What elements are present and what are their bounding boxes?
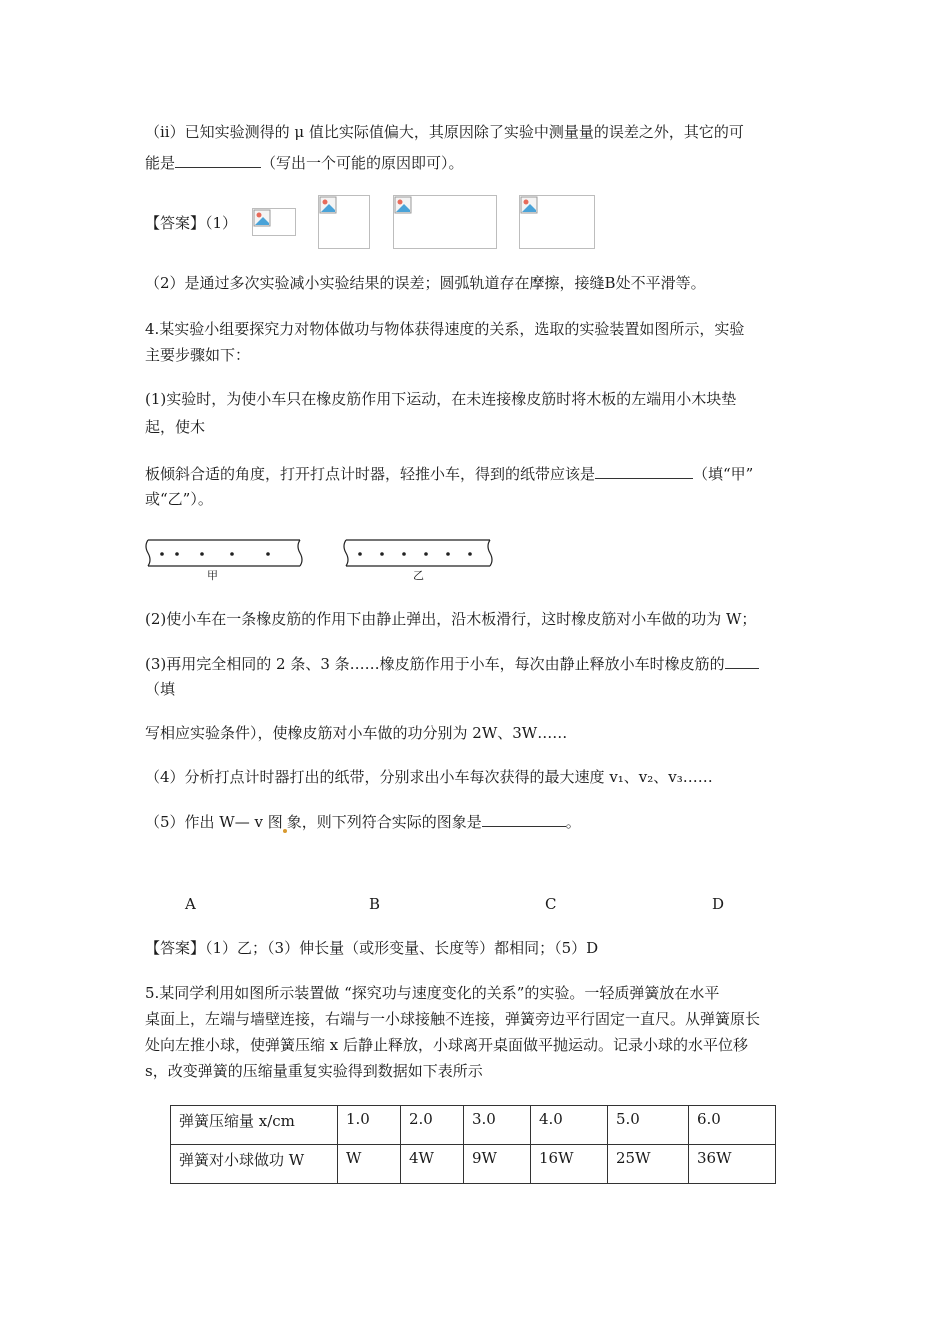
answer-part-1: （1） <box>205 214 238 232</box>
table-cell: 弹簧压缩量 x/cm <box>171 1106 338 1145</box>
broken-image-icon <box>520 196 538 214</box>
table-cell: 9W <box>464 1145 531 1184</box>
table-cell: 6.0 <box>689 1106 776 1145</box>
answer-blank <box>725 652 759 669</box>
q3-ii-line2 <box>145 151 464 174</box>
table-cell: 1.0 <box>338 1106 401 1145</box>
broken-image-icon <box>394 196 412 214</box>
q5-line1: 5.某同学利用如图所示装置做 “探究功与速度变化的关系”的实验。一轻质弹簧放在水平 <box>145 984 720 1002</box>
q4-step5-prefix: （5）作出 W— v 图 <box>145 813 283 831</box>
q4-step4: （4）分析打点计时器打出的纸带，分别求出小车每次获得的最大速度 v₁、v₂、v₃…… <box>145 768 713 786</box>
table-cell: 16W <box>531 1145 608 1184</box>
answer-blank <box>175 151 261 168</box>
tape-jia-figure <box>144 536 304 570</box>
broken-image-icon <box>319 196 337 214</box>
broken-image-icon <box>253 209 271 227</box>
q4-answer: 【答案】（1）乙；（3）伸长量（或形变量、长度等）都相同；（5）D <box>145 939 599 957</box>
q4-step1-line3-prefix: 板倾斜合适的角度，打开打点计时器，轻推小车，得到的纸带应该是 <box>145 465 596 483</box>
table-cell: 25W <box>608 1145 689 1184</box>
q4-step1-line3-suffix: （填“甲” <box>693 465 754 483</box>
broken-image-2 <box>318 195 370 249</box>
q3-ii-prefix: 能是 <box>145 154 176 172</box>
q5-line3: 处向左推小球，使弹簧压缩 x 后静止释放，小球离开桌面做平抛运动。记录小球的水平位移 <box>145 1036 748 1054</box>
q3-ii-suffix: （写出一个可能的原因即可）。 <box>261 154 464 172</box>
option-a: A <box>185 895 196 913</box>
answer-label: 【答案】 <box>145 214 206 232</box>
q5-line4: s，改变弹簧的压缩量重复实验得到数据如下表所示 <box>145 1062 483 1080</box>
q4-step5-suffix: 。 <box>565 813 581 831</box>
q4-step1-line3 <box>145 462 753 485</box>
option-d: D <box>712 895 725 913</box>
table-cell: 弹簧对小球做功 W <box>171 1145 338 1184</box>
table-cell: 4W <box>401 1145 464 1184</box>
q4-step3-line3: 写相应实验条件），使橡皮筋对小车做的功分别为 2W、3W…… <box>145 724 568 742</box>
q4-step3-line1 <box>145 652 759 675</box>
table-cell: 5.0 <box>608 1106 689 1145</box>
answer-blank <box>482 810 566 827</box>
q4-step3-line1-prefix: (3)再用完全相同的 2 条、3 条……橡皮筋作用于小车，每次由静止释放小车时橡皮筋的 <box>145 655 725 673</box>
q4-step5 <box>145 810 581 833</box>
q4-step1-line4: 或“乙”）。 <box>145 490 213 508</box>
tape-yi-label: 乙 <box>413 569 424 582</box>
q4-intro-line2: 主要步骤如下： <box>145 346 251 364</box>
option-b: B <box>369 895 381 913</box>
option-c: C <box>545 895 557 913</box>
table-cell: W <box>338 1145 401 1184</box>
broken-image-1 <box>252 208 296 236</box>
q4-step1-line1: (1)实验时，为使小车只在橡皮筋作用下运动，在未连接橡皮筋时将木板的左端用小木块垫 <box>145 390 737 408</box>
answer-2-line: （2）是通过多次实验减小实验结果的误差；圆弧轨道存在摩擦，接缝B处不平滑等。 <box>145 274 706 292</box>
q4-step5-mid: 象，则下列符合实际的图象是 <box>286 813 482 831</box>
table-cell: 4.0 <box>531 1106 608 1145</box>
data-table <box>170 1105 776 1184</box>
q4-intro-line1: 4.某实验小组要探究力对物体做功与物体获得速度的关系，选取的实验装置如图所示，实验 <box>145 320 745 338</box>
table-row <box>171 1106 776 1145</box>
table-cell: 36W <box>689 1145 776 1184</box>
q5-line2: 桌面上，左端与墙壁连接，右端与一小球接触不连接，弹簧旁边平行固定一直尺。从弹簧原长 <box>145 1010 761 1028</box>
answer-blank <box>595 462 693 479</box>
table-cell: 2.0 <box>401 1106 464 1145</box>
tape-yi-figure <box>342 536 494 570</box>
q4-step3-line2: （填 <box>145 680 176 698</box>
tape-jia-label: 甲 <box>207 569 218 582</box>
table-cell: 3.0 <box>464 1106 531 1145</box>
answer-1-line <box>145 212 237 234</box>
q4-step1-line2: 起，使木 <box>145 418 206 436</box>
q4-step2: (2)使小车在一条橡皮筋的作用下由静止弹出，沿木板滑行，这时橡皮筋对小车做的功为 W； <box>145 610 757 628</box>
q3-ii-line1: （ii）已知实验测得的 μ 值比实际值偏大，其原因除了实验中测量量的误差之外，其它的可 <box>145 123 744 141</box>
broken-image-4 <box>519 195 595 249</box>
broken-image-3 <box>393 195 497 249</box>
table-row <box>171 1145 776 1184</box>
